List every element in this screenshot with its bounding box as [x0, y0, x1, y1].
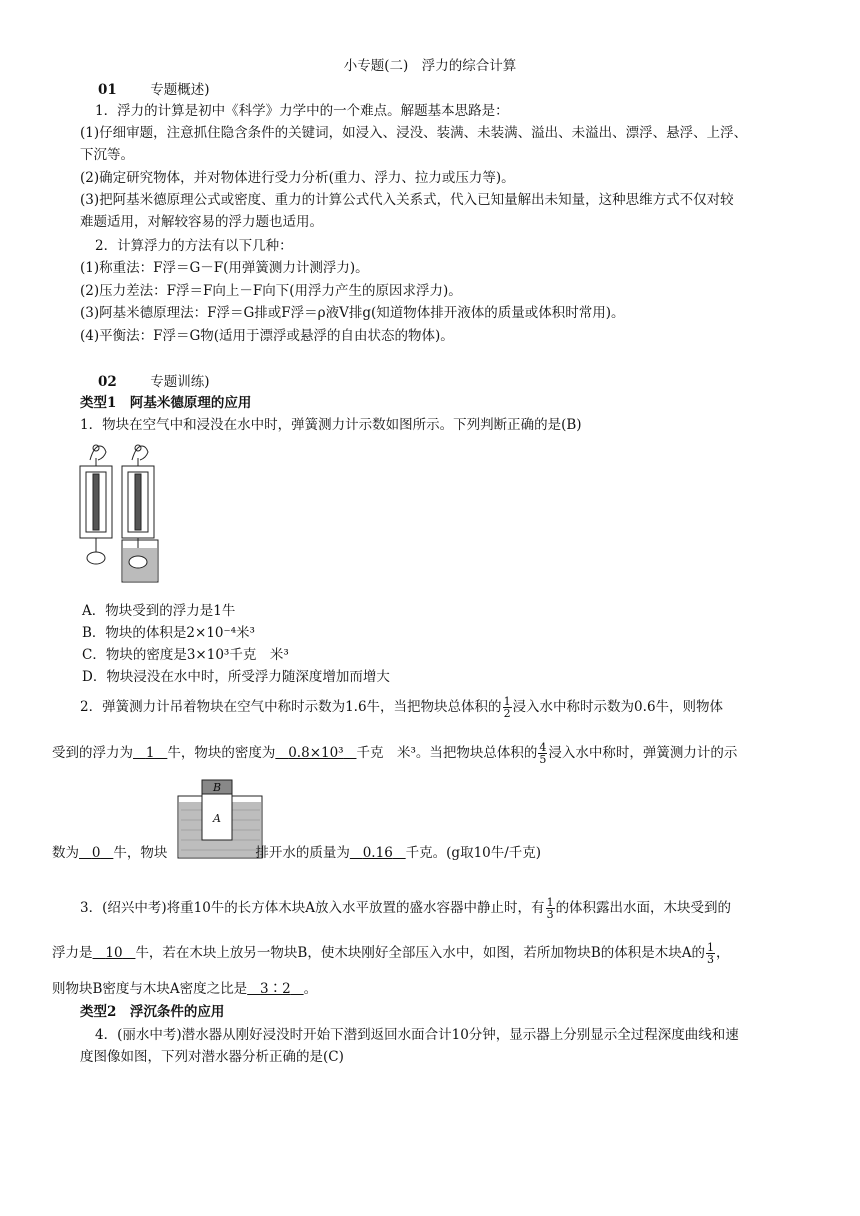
question-3-line-2: 浮力是 10 牛，若在木块上放另一物块B，使木块刚好全部压入水中，如图，若所加物块B的体积是木块A的 $\frac{1}{3}$ ， [52, 941, 730, 966]
fraction-one-third: $\frac{1}{3}$ [707, 941, 715, 966]
question-3-line-3 [52, 979, 782, 999]
q3-text: 牛，若在木块上放另一物块B，使木块刚好全部压入水中，如图，若所加物块B的体积是木块A的 [135, 945, 706, 961]
fraction-four-fifths: $\frac{4}{5}$ [539, 741, 547, 766]
q2-text: 2．弹簧测力计吊着物块在空气中称时示数为1.6牛，当把物块总体积的 [80, 699, 502, 715]
method-4: (4)平衡法：F浮＝G物(适用于漂浮或悬浮的自由状态的物体)。 [80, 328, 454, 344]
spring-scale-figure [74, 440, 174, 585]
q2-text: 千克 米³。当把物块总体积的 [356, 745, 538, 761]
answer-blank: 3∶2 [260, 981, 291, 997]
q3-text: 浮力是 [52, 945, 93, 961]
q2-text: 受到的浮力为 [52, 745, 133, 761]
section-header-training [98, 372, 828, 392]
overview-para-2a: (1)仔细审题，注意抓住隐含条件的关键词，如浸入、浸没、装满、未装满、溢出、未溢出、漂浮、悬浮、上浮、 [80, 125, 748, 141]
q3-text: 3．(绍兴中考)将重10牛的长方体木块A放入水平放置的盛水容器中静止时，有 [80, 900, 545, 916]
question-2-line-1 [80, 696, 810, 719]
block-a-label: A [213, 812, 221, 825]
fraction-one-third: $\frac{1}{3}$ [546, 896, 554, 921]
method-1: (1)称重法：F浮＝G－F(用弹簧测力计测浮力)。 [80, 260, 369, 276]
answer-blank: 1 [145, 745, 155, 761]
section-label: 专题训练) [150, 374, 210, 390]
answer-blank: 10 [105, 945, 123, 961]
method-3: (3)阿基米德原理法：F浮＝G排或F浮＝ρ液V排g(知道物体排开液体的质量或体积时常用)。 [80, 305, 625, 321]
type-heading-2: 类型2 浮沉条件的应用 [80, 1004, 225, 1020]
question-1-option-c: C．物块的密度是3×10³千克 米³ [82, 647, 289, 663]
answer-blank: 0.8×10³ [288, 745, 344, 761]
method-2: (2)压力差法：F浮＝F向上－F向下(用浮力产生的原因求浮力)。 [80, 283, 462, 299]
question-2-line-3 [52, 843, 812, 863]
overview-para-2b: 下沉等。 [80, 147, 134, 163]
fraction-one-half: $\frac{1}{2}$ [503, 695, 511, 720]
q2-text: 浸入水中称时，弹簧测力计的示 [548, 745, 738, 761]
section-number: 02 [98, 374, 117, 390]
answer-blank: 0 [91, 845, 101, 861]
overview-para-4b: 难题适用，对解较容易的浮力题也适用。 [80, 214, 323, 230]
hand-icon [90, 445, 148, 460]
question-1-option-a: A．物块受到的浮力是1牛 [82, 603, 236, 619]
question-1-stem: 1．物块在空气中和浸没在水中时，弹簧测力计示数如图所示。下列判断正确的是(B) [80, 417, 582, 433]
page-title: 小专题(二) 浮力的综合计算 [343, 58, 517, 74]
section-label: 专题概述) [150, 82, 210, 98]
q2-text: 浸入水中称时示数为0.6牛，则物体 [512, 699, 724, 715]
q2-text: 排开水的质量为 [255, 845, 350, 861]
overview-para-5: 2．计算浮力的方法有以下几种： [95, 238, 293, 254]
question-4-line-1: 4．(丽水中考)潜水器从刚好浸没时开始下潜到返回水面合计10分钟，显示器上分别显示全过程深度曲线和速 [95, 1027, 739, 1043]
question-4-line-2: 度图像如图，下列对潜水器分析正确的是(C) [80, 1049, 344, 1065]
question-1-option-d: D．物块浸没在水中时，所受浮力随深度增加而增大 [82, 669, 390, 685]
answer-blank: 0.16 [362, 845, 393, 861]
q3-text: 。 [303, 981, 318, 997]
q3-text: 的体积露出水面，木块受到的 [555, 900, 732, 916]
type-heading-1: 类型1 阿基米德原理的应用 [80, 395, 252, 411]
block-b-label: B [213, 781, 222, 794]
q2-text: 牛，物块 [113, 845, 168, 861]
overview-para-3: (2)确定研究物体，并对物体进行受力分析(重力、浮力、拉力或压力等)。 [80, 170, 515, 186]
question-3-line-1 [80, 897, 810, 920]
overview-para-4a: (3)把阿基米德原理公式或密度、重力的计算公式代入关系式，代入已知量解出未知量，这种思维方式不仅对较 [80, 192, 734, 208]
question-1-option-b: B．物块的体积是2×10⁻⁴米³ [82, 625, 255, 641]
question-2-line-2 [52, 742, 812, 765]
q2-text: 千克。(g取10牛/千克) [405, 845, 542, 861]
q2-text: 牛，物块的密度为 [167, 745, 276, 761]
overview-para-1: 1．浮力的计算是初中《科学》力学中的一个难点。解题基本思路是： [95, 103, 509, 119]
section-number: 01 [98, 82, 117, 98]
section-header-overview [98, 80, 828, 100]
q2-text: 数为 [52, 845, 79, 861]
q3-text: 则物块B密度与木块A密度之比是 [52, 981, 248, 997]
